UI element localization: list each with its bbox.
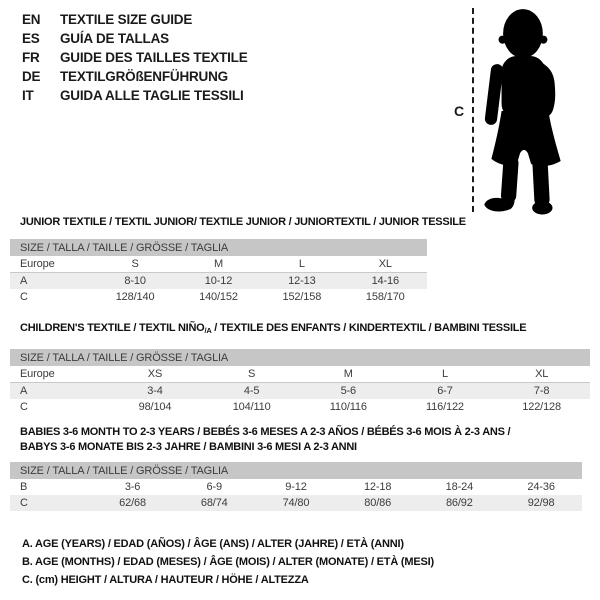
section-title: JUNIOR TEXTILE / TEXTIL JUNIOR/ TEXTILE JUNIOR / JUNIORTEXTIL / JUNIOR TESSILE <box>20 216 466 228</box>
junior-section <box>10 214 466 305</box>
section-title <box>20 425 582 455</box>
value-cell: 6-9 <box>206 481 222 493</box>
children-size-table <box>10 349 590 415</box>
language-row-de <box>22 67 248 86</box>
value-cell: 104/110 <box>232 401 271 413</box>
language-row-en <box>22 10 248 29</box>
language-code: IT <box>22 88 34 103</box>
title-subscript: /A <box>204 326 212 335</box>
value-cell: 158/170 <box>365 291 405 303</box>
value-cell: M <box>177 256 260 273</box>
value-cell: M <box>300 366 397 383</box>
babies-section <box>10 423 582 511</box>
language-title: TEXTILGRÖßENFÜHRUNG <box>60 69 228 84</box>
value-cell: L <box>397 366 494 383</box>
language-title: GUIDA ALLE TAGLIE TESSILI <box>60 88 244 103</box>
children-section <box>10 320 590 415</box>
table-row <box>10 273 427 290</box>
row-label-cell: A <box>20 275 28 287</box>
value-cell: 9-12 <box>285 481 307 493</box>
table-row <box>10 479 582 495</box>
value-cell: 62/68 <box>119 497 146 509</box>
table-row <box>10 383 590 400</box>
value-cell: 4-5 <box>243 385 260 397</box>
value-cell: XL <box>493 366 590 383</box>
row-label-cell: A <box>20 385 28 397</box>
language-code: DE <box>22 69 41 84</box>
value-cell: XS <box>107 366 204 383</box>
language-list <box>22 10 248 105</box>
size-header-cell: SIZE / TALLA / TAILLE / GRÖSSE / TAGLIA <box>10 349 590 366</box>
height-label-c: C <box>454 103 465 119</box>
value-cell: 3-4 <box>147 385 163 397</box>
value-cell: 18-24 <box>445 481 474 493</box>
value-cell: S <box>93 256 176 273</box>
size-header-row <box>10 239 427 256</box>
table-row <box>10 256 427 273</box>
value-cell: 116/122 <box>426 401 464 413</box>
value-cell: 92/98 <box>527 497 555 509</box>
size-header-row <box>10 349 590 366</box>
size-header-cell: SIZE / TALLA / TAILLE / GRÖSSE / TAGLIA <box>10 462 582 479</box>
language-title: TEXTILE SIZE GUIDE <box>60 12 193 27</box>
language-title: GUIDE DES TAILLES TEXTILE <box>60 50 248 65</box>
value-cell: 12-13 <box>288 275 316 287</box>
value-cell: 152/158 <box>282 291 322 303</box>
table-row <box>10 289 427 305</box>
note-c: C. (cm) HEIGHT / ALTURA / HAUTEUR / HÖHE / ALTEZZA <box>22 574 309 586</box>
note-b: B. AGE (MONTHS) / EDAD (MESES) / ÂGE (MOIS) / ALTER (MONATE) / ETÀ (MESI) <box>22 556 434 568</box>
value-cell: 110/116 <box>329 401 367 413</box>
language-code: FR <box>22 50 40 65</box>
title-text: / TEXTILE DES ENFANTS / KINDERTEXTIL / BAMBINI TESSILE <box>211 322 527 334</box>
value-cell: 10-12 <box>204 275 233 287</box>
value-cell: 6-7 <box>437 385 453 397</box>
row-label-cell: C <box>20 497 28 509</box>
value-cell: 12-18 <box>363 481 392 493</box>
junior-size-table <box>10 239 427 305</box>
value-cell: 7-8 <box>533 385 550 397</box>
value-cell: 86/92 <box>445 497 473 509</box>
section-title <box>20 322 590 337</box>
language-code: EN <box>22 12 41 27</box>
size-header-row <box>10 462 582 479</box>
row-label-cell: B <box>20 481 28 493</box>
table-row <box>10 399 590 415</box>
language-row-it <box>22 86 248 105</box>
value-cell: 68/74 <box>200 497 228 509</box>
value-cell: 122/128 <box>522 401 561 413</box>
value-cell: 98/104 <box>138 401 172 413</box>
title-line-2: BABYS 3-6 MONATE BIS 2-3 JAHRE / BAMBINI 3-6 MESI A 2-3 ANNI <box>20 441 357 453</box>
value-cell: 5-6 <box>340 385 357 397</box>
value-cell: 24-36 <box>527 481 555 493</box>
table-row <box>10 495 582 511</box>
value-cell: 14-16 <box>371 275 399 287</box>
value-cell: 3-6 <box>124 481 141 493</box>
note-a: A. AGE (YEARS) / EDAD (AÑOS) / ÂGE (ANS) / ALTER (JAHRE) / ETÀ (ANNI) <box>22 538 404 550</box>
row-label-cell: C <box>20 291 28 303</box>
babies-size-table <box>10 462 582 511</box>
title-text: CHILDREN'S TEXTILE / TEXTIL NIÑO <box>20 322 205 334</box>
value-cell: S <box>203 366 300 383</box>
baby-silhouette-icon <box>474 5 576 217</box>
row-label-cell: Europe <box>10 256 93 273</box>
value-cell: L <box>260 256 343 273</box>
row-label-cell: Europe <box>10 366 107 383</box>
language-row-es <box>22 29 248 48</box>
value-cell: XL <box>344 256 427 273</box>
table-row <box>10 366 590 383</box>
language-code: ES <box>22 31 40 46</box>
size-header-cell: SIZE / TALLA / TAILLE / GRÖSSE / TAGLIA <box>10 239 427 256</box>
language-row-fr <box>22 48 248 67</box>
legend-notes <box>22 535 434 589</box>
value-cell: 128/140 <box>115 291 155 303</box>
row-label-cell: C <box>20 401 28 413</box>
value-cell: 8-10 <box>124 275 146 287</box>
value-cell: 80/86 <box>364 497 392 509</box>
language-title: GUÍA DE TALLAS <box>60 31 169 46</box>
value-cell: 140/152 <box>199 291 238 303</box>
title-line-1: BABIES 3-6 MONTH TO 2-3 YEARS / BEBÉS 3-6 MESES A 2-3 AÑOS / BÉBÉS 3-6 MOIS À 2-3 ANS / <box>20 426 511 438</box>
value-cell: 74/80 <box>282 497 310 509</box>
